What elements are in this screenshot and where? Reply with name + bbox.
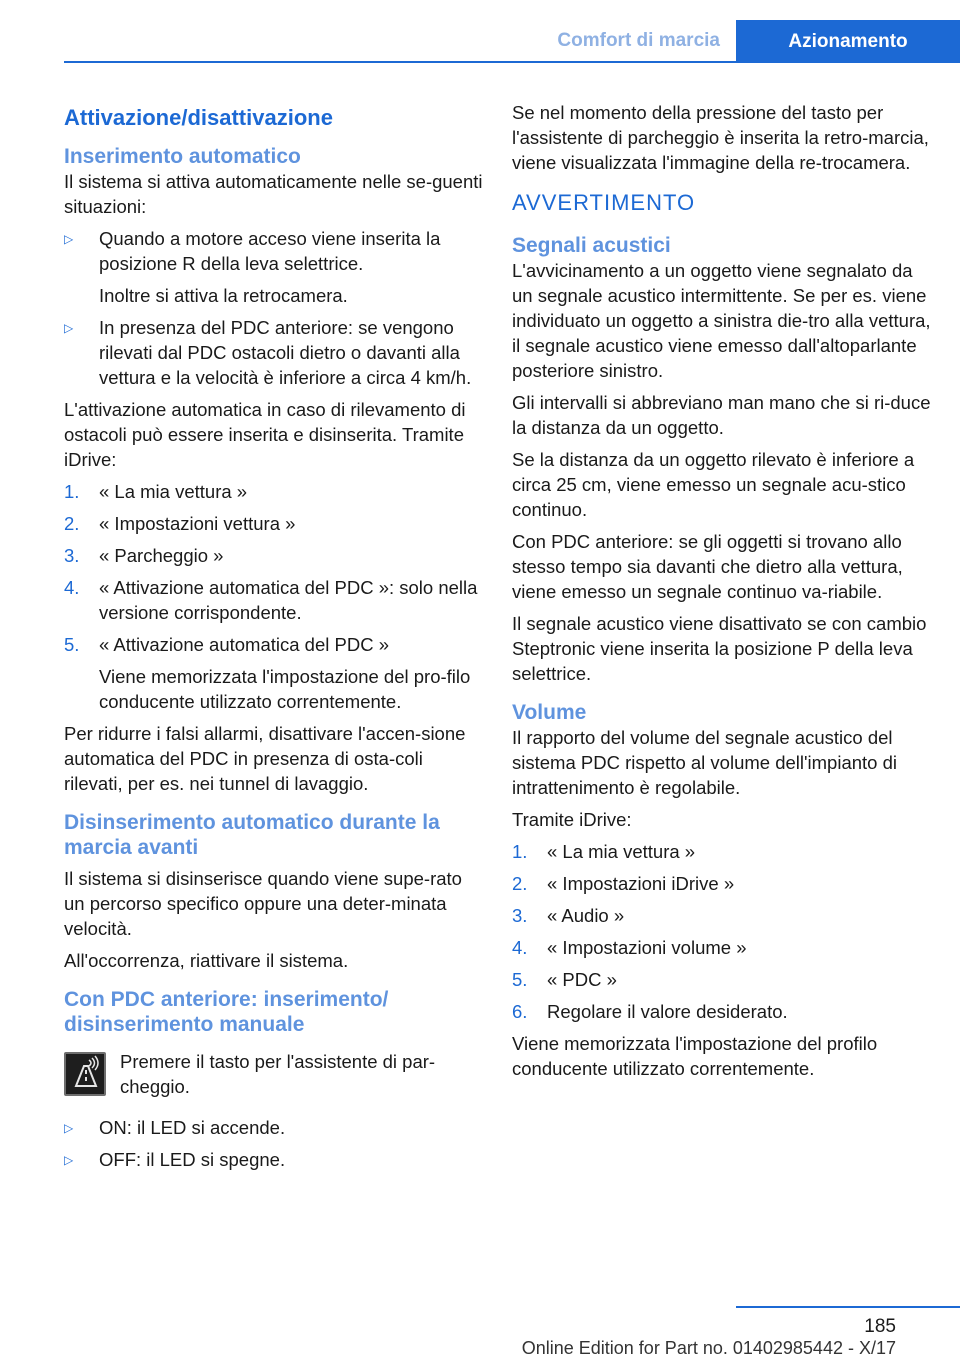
bullet-list-auto-on bbox=[64, 226, 484, 390]
step-text: « Audio » bbox=[547, 905, 625, 926]
heading-auto-on: Inserimento automatico bbox=[64, 145, 301, 168]
header-section-title: Comfort di marcia bbox=[557, 30, 720, 51]
list-item bbox=[64, 575, 484, 625]
step-number: 3. bbox=[512, 905, 528, 926]
bullet-list-led bbox=[64, 1115, 484, 1172]
left-column bbox=[64, 100, 484, 1179]
paragraph-reverse: Se nel momento della pressione del tasto per l'assistente di parcheggio è inserita la retro‐marcia, viene visualizzata l'immagine della re‐trocamera. bbox=[512, 102, 929, 173]
list-item bbox=[512, 999, 932, 1024]
list-item bbox=[64, 1147, 484, 1172]
step-number: 2. bbox=[64, 513, 80, 534]
step-number: 1. bbox=[512, 841, 528, 862]
step-subtext: Viene memorizzata l'impostazione del pro‐filo conducente utilizzato correntemente. bbox=[99, 666, 471, 712]
paragraph-reactivate: All'occorrenza, riattivare il sistema. bbox=[64, 950, 349, 971]
step-number: 3. bbox=[64, 545, 80, 566]
list-item bbox=[512, 903, 932, 928]
list-item bbox=[512, 871, 932, 896]
heading-manual: Con PDC anteriore: inserimento/ disinserimento manuale bbox=[64, 988, 389, 1036]
step-text: « La mia vettura » bbox=[547, 841, 696, 862]
step-number: 5. bbox=[512, 969, 528, 990]
list-item bbox=[64, 1115, 484, 1140]
step-number: 1. bbox=[64, 481, 80, 502]
step-text: « Impostazioni vettura » bbox=[99, 513, 296, 534]
paragraph-volume: Il rapporto del volume del segnale acustico del sistema PDC rispetto al volume dell'impianto di intrattenimento è regolabile. bbox=[512, 727, 897, 798]
paragraph-signal-5: Il segnale acustico viene disattivato se con cambio Steptronic viene inserita la posizione P della leva selettrice. bbox=[512, 613, 927, 684]
step-text: « Impostazioni volume » bbox=[547, 937, 747, 958]
heading-auto-off: Disinserimento automatico durante la marcia avanti bbox=[64, 811, 440, 859]
numbered-list-left bbox=[64, 479, 484, 714]
paragraph-idrive: Tramite iDrive: bbox=[512, 809, 632, 830]
triangle-bullet-icon: ▷ bbox=[64, 1121, 74, 1135]
paragraph-saved: Viene memorizzata l'impostazione del profilo conducente utilizzato correntemente. bbox=[512, 1033, 878, 1079]
right-column bbox=[512, 100, 932, 1088]
list-item bbox=[64, 479, 484, 504]
list-item-text: ON: il LED si accende. bbox=[99, 1117, 286, 1138]
list-item-subtext: Inoltre si attiva la retrocamera. bbox=[99, 285, 348, 306]
step-text: « Attivazione automatica del PDC »: solo nella versione corrispondente. bbox=[99, 577, 478, 623]
step-number: 6. bbox=[512, 1001, 528, 1022]
list-item bbox=[64, 543, 484, 568]
step-number: 2. bbox=[512, 873, 528, 894]
warning-title: AVVERTIMENTO bbox=[512, 190, 696, 215]
paragraph-auto-on: Il sistema si attiva automaticamente nelle se‐guenti situazioni: bbox=[64, 171, 483, 217]
edition-footer: Online Edition for Part no. 01402985442 - X/17 bbox=[521, 1338, 896, 1358]
step-number: 5. bbox=[64, 634, 80, 655]
heading-activation: Attivazione/disattivazione bbox=[64, 105, 333, 130]
list-item bbox=[512, 935, 932, 960]
list-item bbox=[512, 967, 932, 992]
header-rule bbox=[64, 61, 960, 63]
list-item bbox=[64, 632, 484, 714]
step-text: « La mia vettura » bbox=[99, 481, 248, 502]
list-item-text: OFF: il LED si spegne. bbox=[99, 1149, 286, 1170]
triangle-bullet-icon: ▷ bbox=[64, 232, 74, 246]
heading-volume: Volume bbox=[512, 701, 587, 724]
footer-rule bbox=[736, 1306, 960, 1308]
step-text: « Impostazioni iDrive » bbox=[547, 873, 735, 894]
pdc-button-block bbox=[64, 1049, 484, 1099]
step-text: « PDC » bbox=[547, 969, 617, 990]
page-number: 185 bbox=[864, 1316, 896, 1337]
numbered-list-right bbox=[512, 839, 932, 1024]
paragraph-auto-off: Il sistema si disinserisce quando viene supe‐rato un percorso specifico oppure una deter‐minata velocità. bbox=[64, 868, 462, 939]
step-text: « Parcheggio » bbox=[99, 545, 224, 566]
list-item bbox=[512, 839, 932, 864]
triangle-bullet-icon: ▷ bbox=[64, 1153, 74, 1167]
step-text: « Attivazione automatica del PDC » bbox=[99, 634, 389, 655]
paragraph-signal-3: Se la distanza da un oggetto rilevato è inferiore a circa 25 cm, viene emesso un segnale acu‐stico continuo. bbox=[512, 449, 915, 520]
paragraph-signal-4: Con PDC anteriore: se gli oggetti si trovano allo stesso tempo sia davanti che dietro alla vettura, viene emesso un segnale continuo va‐riabile. bbox=[512, 531, 903, 602]
paragraph-signal-2: Gli intervalli si abbreviano man mano che si ri‐duce la distanza da un oggetto. bbox=[512, 392, 931, 438]
paragraph-false-alarm: Per ridurre i falsi allarmi, disattivare l'accen‐sione automatica del PDC in presenza di osta‐coli rilevati, per es. nei tunnel di lavaggio. bbox=[64, 723, 466, 794]
list-item bbox=[64, 226, 484, 308]
step-text: Regolare il valore desiderato. bbox=[547, 1001, 788, 1022]
paragraph-signal-1: L'avvicinamento a un oggetto viene segnalato da un segnale acustico intermittente. Se per es. viene individuato un oggetto a sinistra die‐tro alla vettura, il segnale acustico viene emesso dall'altoparlante posteriore sinistro. bbox=[512, 260, 931, 381]
triangle-bullet-icon: ▷ bbox=[64, 321, 74, 335]
list-item-text: Quando a motore acceso viene inserita la posizione R della leva selettrice. bbox=[99, 228, 441, 274]
list-item-text: In presenza del PDC anteriore: se vengono rilevati dal PDC ostacoli dietro o davanti alla vettura e la velocità è inferiore a circa 4 km/h. bbox=[99, 317, 472, 388]
step-number: 4. bbox=[64, 577, 80, 598]
step-number: 4. bbox=[512, 937, 528, 958]
paragraph-obstacle: L'attivazione automatica in caso di rilevamento di ostacoli può essere inserita e disinserita. Tramite iDrive: bbox=[64, 399, 466, 470]
heading-signals: Segnali acustici bbox=[512, 234, 671, 257]
list-item bbox=[64, 315, 484, 390]
header-chapter-tab: Azionamento bbox=[736, 20, 960, 63]
pdc-button-icon bbox=[64, 1052, 106, 1096]
paragraph-press: Premere il tasto per l'assistente di par‐cheggio. bbox=[120, 1051, 436, 1097]
list-item bbox=[64, 511, 484, 536]
